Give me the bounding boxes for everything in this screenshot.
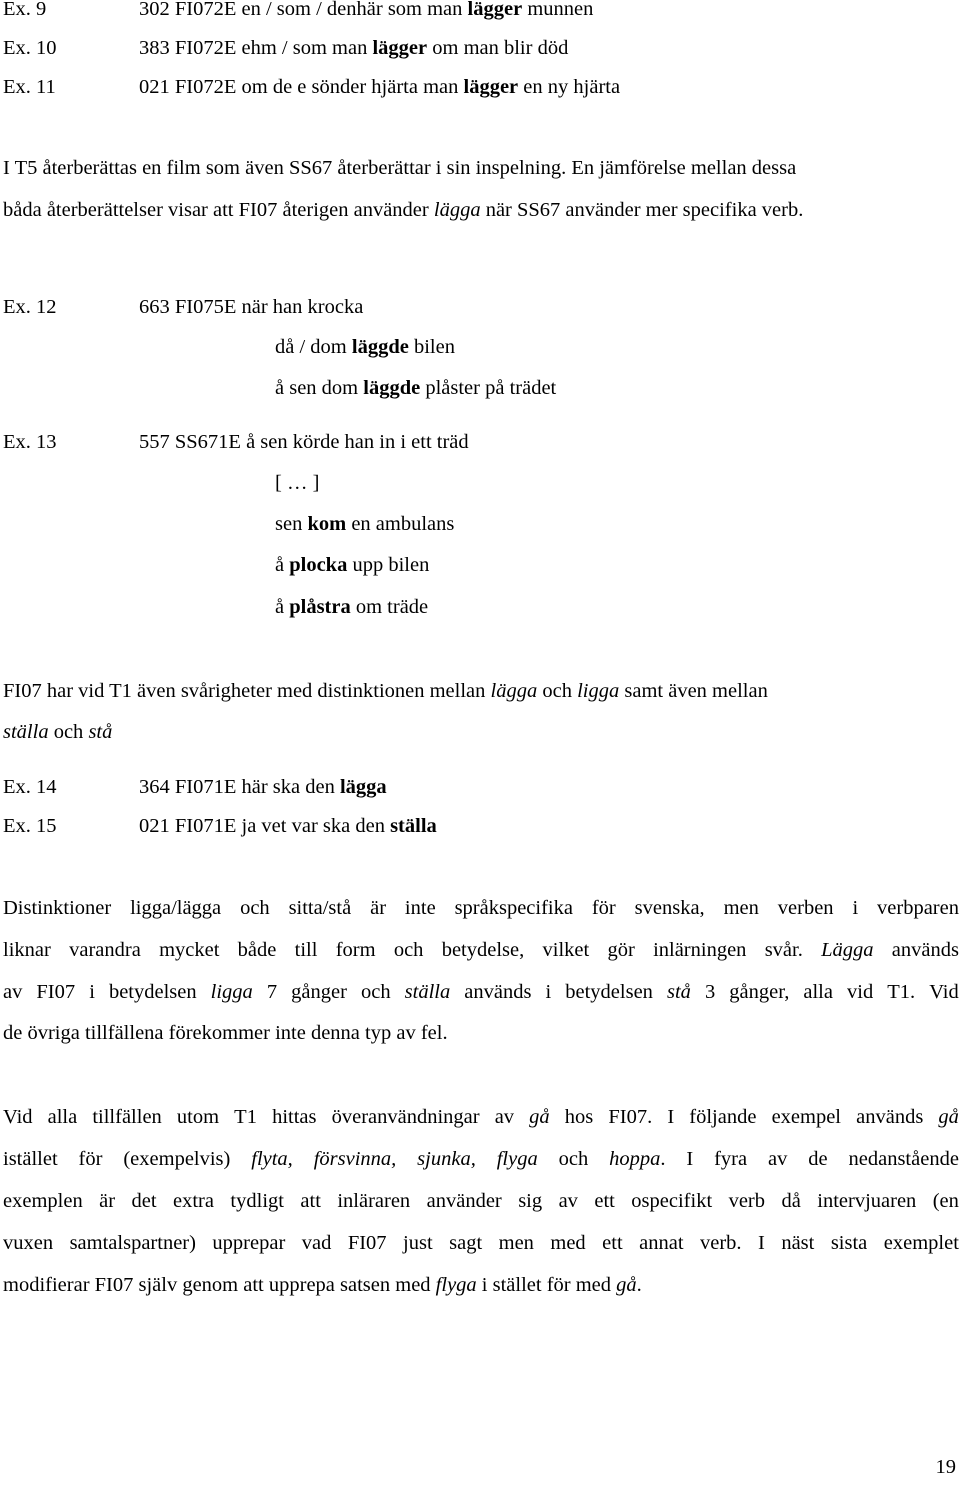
- word: då: [781, 1190, 801, 1212]
- word: gånger,: [729, 981, 790, 1003]
- word: mycket: [159, 939, 220, 961]
- word: att: [300, 1190, 321, 1212]
- word: ligga: [210, 981, 253, 1003]
- word: verb.: [700, 1232, 742, 1254]
- word: överanvändningar: [331, 1106, 480, 1128]
- word: (exempelvis): [123, 1148, 231, 1170]
- word: ett: [594, 1190, 615, 1212]
- word: exemplet: [883, 1232, 959, 1254]
- word: gör: [607, 939, 635, 961]
- word: ställa: [404, 981, 451, 1003]
- paragraph-line: [3, 1189, 959, 1213]
- text-run: samt även mellan: [619, 680, 768, 702]
- word: exemplen: [3, 1190, 83, 1212]
- word: försvinna,: [313, 1148, 397, 1170]
- word: men: [723, 897, 759, 919]
- word: de: [808, 1148, 828, 1170]
- word: samtalspartner): [69, 1232, 196, 1254]
- text-run: då / dom: [275, 336, 352, 358]
- word: (en: [932, 1190, 959, 1212]
- text-run: om träde: [350, 596, 429, 618]
- bold-term: lägger: [372, 37, 428, 59]
- word: av: [558, 1190, 578, 1212]
- bold-term: läggde: [351, 336, 409, 358]
- word: både: [237, 939, 277, 961]
- word: inläraren: [337, 1190, 411, 1212]
- text-run: 663 FI075E när han krocka: [139, 296, 364, 318]
- word: verbparen: [877, 897, 959, 919]
- word: använder: [426, 1190, 502, 1212]
- text-run: plåster på trädet: [420, 377, 557, 399]
- word: stå: [666, 981, 691, 1003]
- word: näst: [781, 1232, 815, 1254]
- text-run: båda återberättelser visar att FI07 återigen använder: [3, 199, 434, 221]
- word: vid: [847, 981, 874, 1003]
- word: hoppa.: [609, 1148, 666, 1170]
- word: Vid: [929, 981, 959, 1003]
- word: T1: [234, 1106, 257, 1128]
- word: FI07: [36, 981, 76, 1003]
- word: och: [360, 981, 391, 1003]
- word: Vid: [3, 1106, 33, 1128]
- word: sagt: [449, 1232, 483, 1254]
- word: Lägga: [821, 939, 874, 961]
- word: vuxen: [3, 1232, 54, 1254]
- word: svår.: [764, 939, 803, 961]
- example-text: [139, 0, 593, 21]
- word: i: [89, 981, 95, 1003]
- word: Distinktioner: [3, 897, 112, 919]
- paragraph-line: [3, 1021, 448, 1045]
- word: i: [545, 981, 552, 1003]
- word: annat: [639, 1232, 684, 1254]
- example-text: [139, 430, 469, 454]
- word: 3: [704, 981, 716, 1003]
- example-text: [275, 471, 319, 495]
- word: av: [3, 981, 23, 1003]
- word: och: [558, 1148, 589, 1170]
- word: tillfällen: [92, 1106, 162, 1128]
- word: används: [856, 1106, 924, 1128]
- word: betydelse,: [441, 939, 525, 961]
- word: intervjuaren: [817, 1190, 917, 1212]
- word: alla: [803, 981, 833, 1003]
- word: nedanstående: [848, 1148, 959, 1170]
- word: ett: [602, 1232, 623, 1254]
- word: exempel: [771, 1106, 842, 1128]
- text-run: [ … ]: [275, 472, 320, 494]
- page-number: 19: [935, 1456, 956, 1478]
- example-text: [275, 376, 556, 400]
- example-text: [139, 775, 387, 799]
- word: gå: [938, 1106, 959, 1128]
- example-label: Ex. 14: [3, 776, 57, 798]
- text-run: sen: [275, 513, 308, 535]
- word: flyga: [496, 1148, 538, 1170]
- word: med: [550, 1232, 586, 1254]
- word: i: [852, 897, 859, 919]
- text-run: .: [636, 1274, 642, 1296]
- word: sig: [518, 1190, 543, 1212]
- word: svenska,: [634, 897, 705, 919]
- example-text: [139, 75, 620, 99]
- text-run: I T5 återberättas en film som även SS67 återberättar i sin inspelning. En jämförelse mellan dessa: [3, 157, 797, 179]
- word: 7: [266, 981, 278, 1003]
- paragraph-line: [3, 1147, 959, 1171]
- word: tydligt: [230, 1190, 284, 1212]
- word: gånger: [291, 981, 347, 1003]
- word: extra: [173, 1190, 214, 1212]
- text-run: 383 FI072E ehm / som man: [139, 37, 373, 59]
- italic-term: lägga: [490, 680, 538, 702]
- word: betydelsen: [108, 981, 197, 1003]
- word: och: [393, 939, 424, 961]
- text-run: bilen: [408, 336, 455, 358]
- example-text: [139, 814, 437, 838]
- bold-term: läggde: [363, 377, 421, 399]
- word: fyra: [714, 1148, 748, 1170]
- word: språkspecifika: [454, 897, 573, 919]
- text-run: 364 FI071E här ska den: [139, 776, 340, 798]
- paragraph-line: [3, 679, 768, 703]
- text-run: 021 FI072E om de e sönder hjärta man: [139, 76, 464, 98]
- word: I: [686, 1148, 694, 1170]
- word: hos: [564, 1106, 594, 1128]
- example-label: Ex. 12: [3, 296, 57, 318]
- word: FI07: [347, 1232, 387, 1254]
- text-run: i stället för med: [476, 1274, 617, 1296]
- word: I: [667, 1106, 675, 1128]
- text-run: 557 SS671E å sen körde han in i ett träd: [139, 431, 469, 453]
- bold-term: kom: [307, 513, 347, 535]
- example-text: [275, 553, 429, 577]
- text-run: å sen dom: [275, 377, 364, 399]
- word: för: [591, 897, 616, 919]
- text-run: modifierar FI07 själv genom att upprepa satsen med: [3, 1274, 436, 1296]
- bold-term: plåstra: [289, 596, 351, 618]
- text-run: de övriga tillfällena förekommer inte denna typ av fel.: [3, 1022, 448, 1044]
- example-label: Ex. 10: [3, 37, 57, 59]
- word: I: [758, 1232, 765, 1254]
- word: inlärningen: [653, 939, 747, 961]
- paragraph-line: [3, 1231, 959, 1255]
- text-run: FI07 har vid T1 även svårigheter med distinktionen mellan: [3, 680, 491, 702]
- word: upprepar: [212, 1232, 286, 1254]
- paragraph-line: [3, 1105, 959, 1129]
- example-text: [275, 595, 428, 619]
- word: sitta/stå: [288, 897, 352, 919]
- word: och: [240, 897, 270, 919]
- text-run: och: [48, 721, 89, 743]
- italic-term: ligga: [577, 680, 620, 702]
- word: för: [78, 1148, 103, 1170]
- text-run: om man blir död: [427, 37, 569, 59]
- word: liknar: [3, 939, 51, 961]
- paragraph-line: [3, 720, 112, 744]
- text-run: en ny hjärta: [518, 76, 621, 98]
- word: inte: [404, 897, 436, 919]
- italic-term: gå: [616, 1274, 637, 1296]
- word: form: [335, 939, 376, 961]
- word: varandra: [69, 939, 141, 961]
- word: flyta,: [251, 1148, 293, 1170]
- word: används: [891, 939, 959, 961]
- text-run: å: [275, 554, 290, 576]
- text-run: 302 FI072E en / som / denhär som man: [139, 0, 468, 20]
- word: följande: [689, 1106, 757, 1128]
- text-run: å: [275, 596, 290, 618]
- text-run: munnen: [522, 0, 594, 20]
- italic-term: lägga: [433, 199, 481, 221]
- word: alla: [47, 1106, 78, 1128]
- bold-term: plocka: [289, 554, 348, 576]
- word: verben: [777, 897, 834, 919]
- italic-term: ställa: [3, 721, 49, 743]
- example-text: [139, 36, 568, 60]
- word: det: [131, 1190, 157, 1212]
- italic-term: stå: [88, 721, 113, 743]
- paragraph-line: [3, 938, 959, 962]
- word: vad: [301, 1232, 332, 1254]
- word: används: [464, 981, 532, 1003]
- paragraph-line: [3, 1273, 642, 1297]
- word: hittas: [272, 1106, 317, 1128]
- example-label: Ex. 15: [3, 815, 57, 837]
- word: FI07.: [608, 1106, 653, 1128]
- text-run: 021 FI071E ja vet var ska den: [139, 815, 391, 837]
- word: gå: [529, 1106, 550, 1128]
- word: just: [403, 1232, 433, 1254]
- word: sjunka,: [417, 1148, 476, 1170]
- bold-term: ställa: [390, 815, 437, 837]
- example-label: Ex. 13: [3, 431, 57, 453]
- word: verb: [728, 1190, 766, 1212]
- word: till: [294, 939, 318, 961]
- bold-term: lägga: [339, 776, 387, 798]
- word: vilket: [542, 939, 590, 961]
- example-label: Ex. 11: [3, 76, 56, 98]
- word: istället: [3, 1148, 58, 1170]
- italic-term: flyga: [435, 1274, 477, 1296]
- word: T1.: [887, 981, 916, 1003]
- word: ligga/lägga: [130, 897, 222, 919]
- text-run: upp bilen: [347, 554, 430, 576]
- paragraph-line: [3, 896, 959, 920]
- word: betydelsen: [565, 981, 653, 1003]
- example-text: [139, 295, 363, 319]
- word: är: [99, 1190, 116, 1212]
- word: av: [768, 1148, 788, 1170]
- word: ospecifikt: [631, 1190, 713, 1212]
- bold-term: lägger: [463, 76, 519, 98]
- example-text: [275, 335, 455, 359]
- word: sista: [830, 1232, 868, 1254]
- bold-term: lägger: [467, 0, 523, 20]
- text-run: när SS67 använder mer specifika verb.: [480, 199, 804, 221]
- word: är: [370, 897, 387, 919]
- paragraph-line: [3, 156, 796, 180]
- text-run: en ambulans: [346, 513, 455, 535]
- word: utom: [176, 1106, 220, 1128]
- paragraph-line: [3, 198, 803, 222]
- example-text: [275, 512, 454, 536]
- paragraph-line: [3, 980, 959, 1004]
- text-run: och: [537, 680, 578, 702]
- example-label: Ex. 9: [3, 0, 47, 20]
- word: men: [498, 1232, 534, 1254]
- word: av: [494, 1106, 515, 1128]
